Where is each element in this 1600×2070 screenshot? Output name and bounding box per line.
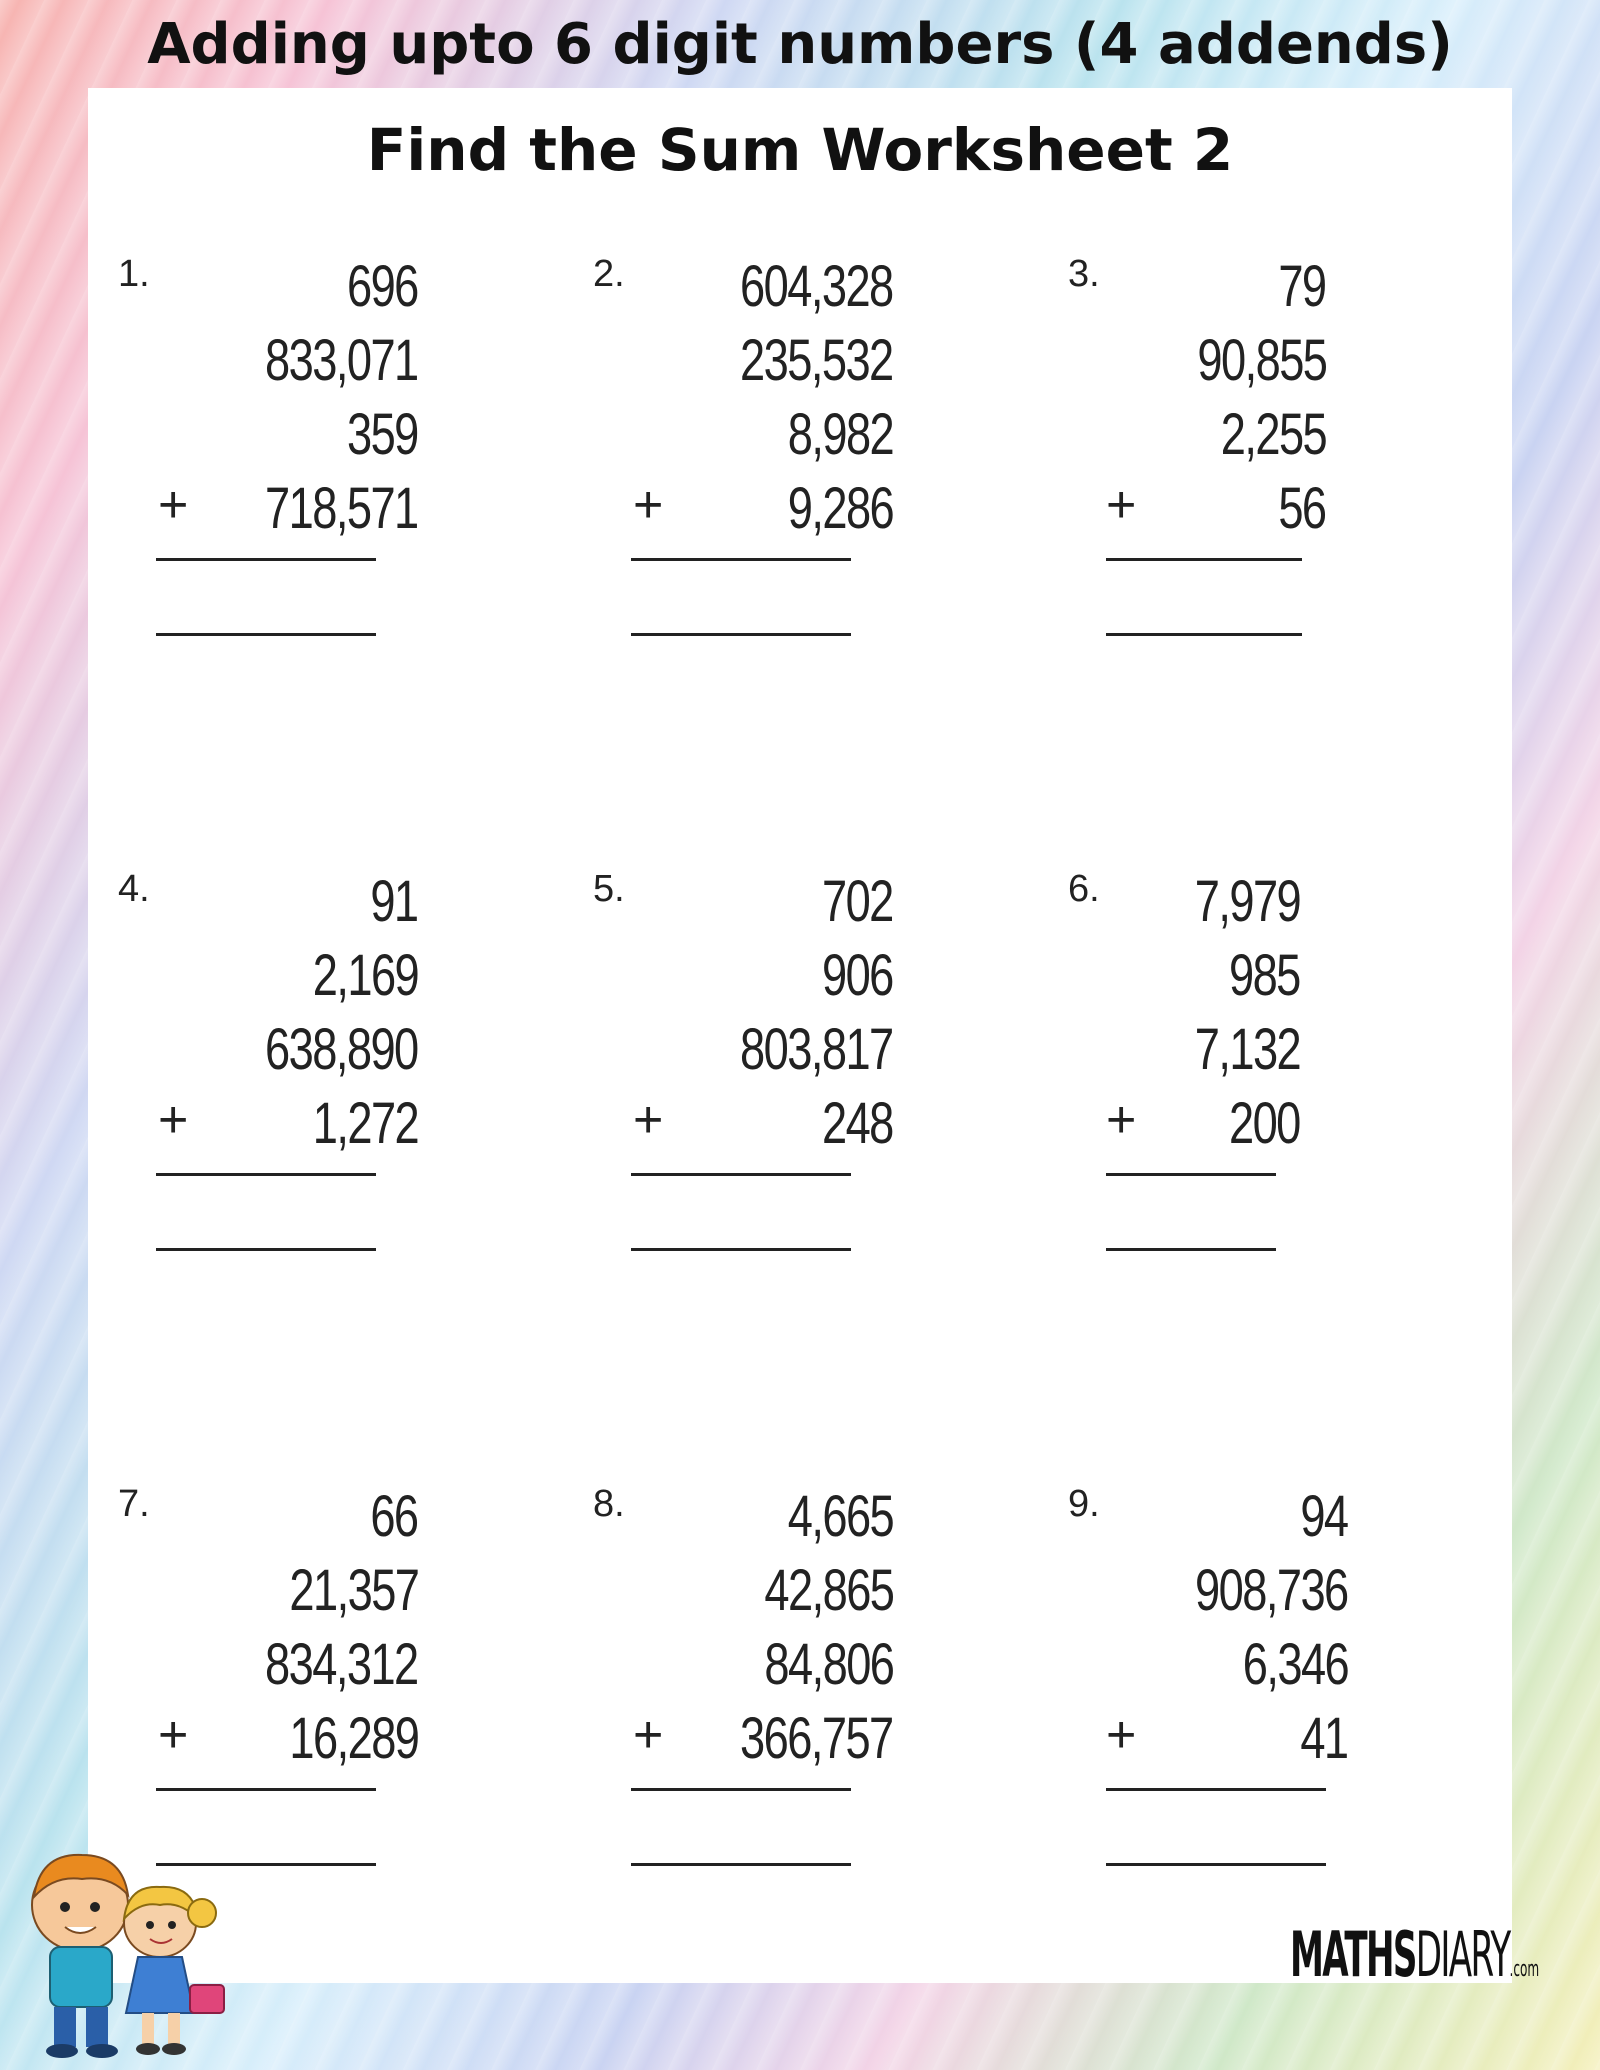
problem-8	[593, 1483, 893, 1903]
addend-2: 908,736	[1195, 1558, 1348, 1623]
addend-1: 604,328	[740, 254, 893, 319]
plus-sign: +	[633, 1706, 664, 1764]
problem-4	[118, 868, 418, 1288]
plus-sign: +	[633, 1091, 664, 1149]
problem-number: 7.	[118, 1483, 150, 1525]
sum-line	[1106, 1173, 1276, 1176]
plus-sign: +	[633, 476, 664, 534]
addend-2: 42,865	[763, 1558, 893, 1623]
addend-4: 9,286	[787, 476, 893, 541]
worksheet-sheet	[88, 88, 1512, 1983]
problem-3	[1068, 253, 1368, 673]
addend-3: 803,817	[740, 1017, 893, 1082]
answer-line	[631, 633, 851, 636]
addend-3: 7,132	[1194, 1017, 1300, 1082]
logo-suffix: .com	[1509, 1957, 1540, 1982]
problem-number: 3.	[1068, 253, 1100, 295]
addend-2: 833,071	[265, 328, 418, 393]
addend-3: 2,255	[1220, 402, 1326, 467]
addend-2: 235,532	[740, 328, 893, 393]
addend-3: 834,312	[265, 1632, 418, 1697]
addend-4: 200	[1229, 1091, 1300, 1156]
problem-number: 4.	[118, 868, 150, 910]
addend-2: 21,357	[288, 1558, 418, 1623]
worksheet-subtitle: Find the Sum Worksheet 2	[366, 116, 1234, 184]
addend-4: 248	[822, 1091, 893, 1156]
answer-line	[631, 1248, 851, 1251]
addend-4: 366,757	[740, 1706, 893, 1771]
addend-3: 8,982	[787, 402, 893, 467]
addend-2: 985	[1229, 943, 1300, 1008]
addend-2: 90,855	[1196, 328, 1326, 393]
addend-3: 84,806	[763, 1632, 893, 1697]
problem-1	[118, 253, 418, 673]
plus-sign: +	[1106, 476, 1137, 534]
problem-5	[593, 868, 893, 1288]
sum-line	[631, 1788, 851, 1791]
sum-line	[156, 1173, 376, 1176]
answer-line	[156, 633, 376, 636]
answer-line	[631, 1863, 851, 1866]
addend-2: 906	[822, 943, 893, 1008]
mathsdiary-logo	[1290, 1918, 1539, 1991]
addend-2: 2,169	[312, 943, 418, 1008]
problem-number: 9.	[1068, 1483, 1100, 1525]
plus-sign: +	[1106, 1706, 1137, 1764]
answer-line	[1106, 1248, 1276, 1251]
addend-1: 66	[370, 1484, 418, 1549]
addend-4: 56	[1278, 476, 1326, 541]
answer-line	[1106, 633, 1302, 636]
sum-line	[1106, 1788, 1326, 1791]
addend-1: 94	[1300, 1484, 1348, 1549]
logo-maths: MATHS	[1290, 1918, 1416, 1991]
addend-1: 7,979	[1194, 869, 1300, 934]
addend-1: 79	[1278, 254, 1326, 319]
addend-4: 16,289	[288, 1706, 418, 1771]
problem-number: 5.	[593, 868, 625, 910]
answer-line	[1106, 1863, 1326, 1866]
addend-1: 4,665	[787, 1484, 893, 1549]
logo-diary: DIARY	[1415, 1918, 1510, 1991]
addend-4: 41	[1300, 1706, 1348, 1771]
plus-sign: +	[1106, 1091, 1137, 1149]
sum-line	[1106, 558, 1302, 561]
addend-3: 638,890	[265, 1017, 418, 1082]
addend-4: 718,571	[265, 476, 418, 541]
worksheet-heading: Adding upto 6 digit numbers (4 addends)	[147, 12, 1453, 77]
problem-number: 8.	[593, 1483, 625, 1525]
addend-1: 702	[822, 869, 893, 934]
addend-3: 359	[347, 402, 418, 467]
addend-3: 6,346	[1242, 1632, 1348, 1697]
problem-number: 6.	[1068, 868, 1100, 910]
sum-line	[156, 1788, 376, 1791]
addend-4: 1,272	[312, 1091, 418, 1156]
plus-sign: +	[158, 1706, 189, 1764]
addend-1: 91	[370, 869, 418, 934]
problem-9	[1068, 1483, 1368, 1903]
sum-line	[631, 558, 851, 561]
problem-2	[593, 253, 893, 673]
problem-number: 2.	[593, 253, 625, 295]
kids-illustration-icon	[10, 1835, 240, 2065]
answer-line	[156, 1248, 376, 1251]
problem-6	[1068, 868, 1368, 1288]
plus-sign: +	[158, 1091, 189, 1149]
problem-number: 1.	[118, 253, 150, 295]
sum-line	[156, 558, 376, 561]
plus-sign: +	[158, 476, 189, 534]
sum-line	[631, 1173, 851, 1176]
addend-1: 696	[347, 254, 418, 319]
